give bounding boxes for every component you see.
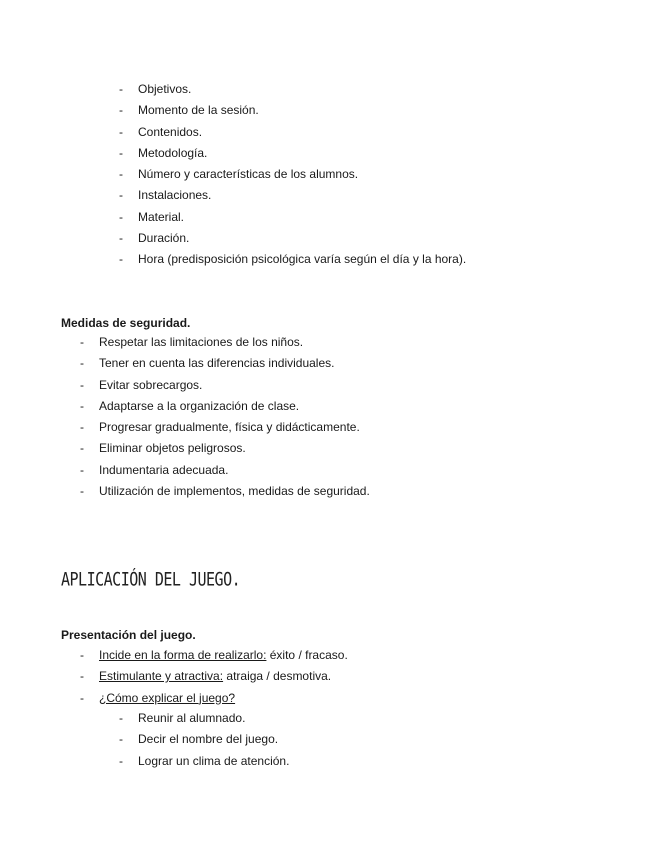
section-title: APLICACIÓN DEL JUEGO. [61, 568, 241, 591]
presentacion-heading: Presentación del juego. [61, 628, 196, 642]
list-item: - Utilización de implementos, medidas de seguridad. [80, 484, 370, 499]
seguridad-heading: Medidas de seguridad. [61, 316, 191, 330]
list-item: - Duración. [119, 231, 190, 246]
list-item: - Instalaciones. [119, 188, 212, 203]
list-top [119, 79, 466, 271]
list-item: - Adaptarse a la organización de clase. [80, 398, 300, 413]
list-item: - Material. [119, 209, 185, 224]
list-item: - Contenidos. [119, 124, 203, 139]
list-item: - Hora (predisposición psicológica varía según el día y la hora). [119, 252, 467, 267]
list-item: - Número y características de los alumnos. [119, 167, 359, 182]
presentacion-sublist [119, 708, 289, 772]
list-item: - ¿Cómo explicar el juego? [80, 690, 236, 705]
list-item: - Decir el nombre del juego. [119, 732, 279, 747]
list-item: - Respetar las limitaciones de los niños. [80, 335, 304, 349]
list-item: - Lograr un clima de atención. [119, 753, 290, 768]
list-item: - Objetivos. [119, 82, 192, 96]
list-item: - Eliminar objetos peligrosos. [80, 441, 246, 456]
list-item: - Evitar sobrecargos. [80, 377, 203, 392]
list-item: - Progresar gradualmente, física y didácticamente. [80, 420, 360, 435]
list-item: - Indumentaria adecuada. [80, 462, 229, 477]
seguridad-list [80, 332, 370, 502]
list-item: - Momento de la sesión. [119, 103, 259, 118]
list-item: - Estimulante y atractiva: atraiga / desmotiva. [80, 669, 332, 684]
list-item: - Reunir al alumnado. [119, 711, 246, 725]
list-item: - Tener en cuenta las diferencias individuales. [80, 356, 335, 371]
list-item: - Metodología. [119, 145, 208, 160]
presentacion-list [80, 645, 348, 709]
list-item: - Incide en la forma de realizarlo: éxito / fracaso. [80, 648, 348, 662]
